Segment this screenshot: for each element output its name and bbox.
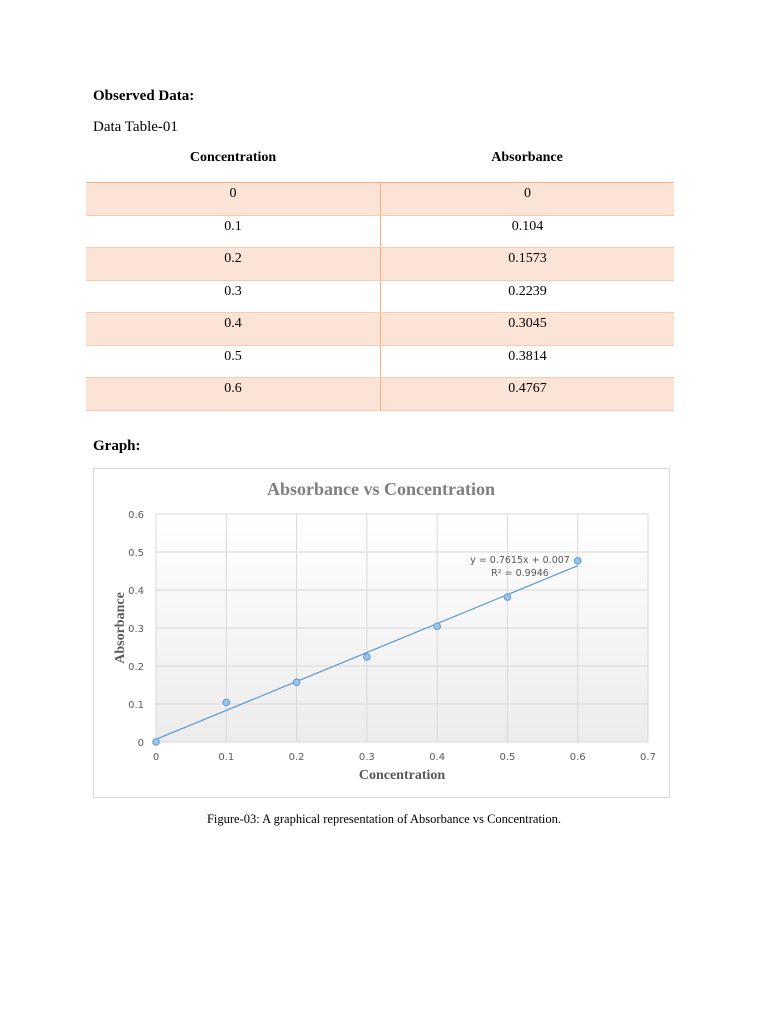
x-tick-label: 0: [152, 752, 160, 763]
data-point: [223, 699, 230, 706]
table-row: [86, 216, 674, 249]
concentration-cell: 0.3: [86, 281, 381, 313]
concentration-cell: 0.2: [86, 248, 381, 280]
figure-caption: Figure-03: A graphical representation of Absorbance vs Concentration.: [206, 812, 562, 826]
chart-title: Absorbance vs Concentration: [267, 479, 495, 499]
data-point: [434, 623, 441, 630]
table-row: [86, 248, 674, 281]
x-tick-label: 0.1: [218, 752, 235, 763]
y-tick-label: 0.1: [128, 700, 144, 711]
data-point: [364, 654, 371, 661]
trendline-r-squared: R² = 0.9946: [491, 568, 549, 579]
concentration-cell: 0.5: [86, 346, 381, 378]
observed-data-heading: Observed Data:: [93, 88, 195, 104]
table-row: [86, 281, 674, 314]
absorbance-cell: 0: [524, 186, 531, 201]
data-point: [504, 594, 511, 601]
table-row: [86, 346, 674, 379]
absorbance-cell: 0.2239: [508, 283, 547, 299]
concentration-cell: 0.6: [86, 378, 381, 410]
x-tick-label: 0.7: [640, 752, 656, 763]
absorbance-cell: 0.3814: [508, 348, 547, 364]
y-tick-label: 0.3: [128, 624, 144, 635]
y-tick-label: 0.5: [128, 548, 144, 559]
chart-container: [93, 468, 670, 798]
table-caption: Data Table-01: [93, 119, 178, 135]
y-tick-label: 0.6: [128, 510, 144, 521]
concentration-cell: 0.4: [86, 313, 381, 345]
x-tick-label: 0.5: [499, 752, 516, 763]
graph-heading: Graph:: [93, 438, 141, 454]
table-row: [86, 378, 674, 411]
x-tick-label: 0.3: [358, 752, 375, 763]
x-tick-label: 0.4: [429, 752, 446, 763]
x-axis-label: Concentration: [358, 768, 446, 783]
column-header-concentration: Concentration: [189, 150, 277, 165]
absorbance-cell: 0.104: [511, 218, 544, 234]
concentration-cell: 0.1: [86, 216, 381, 248]
y-tick-label: 0.2: [128, 662, 144, 673]
trendline-equation: y = 0.7615x + 0.007: [470, 555, 570, 566]
table-row: [86, 313, 674, 346]
absorbance-cell: 0.1573: [508, 251, 547, 266]
absorbance-chart: [94, 469, 669, 797]
x-tick-label: 0.2: [288, 752, 305, 763]
concentration-cell: 0: [86, 183, 381, 215]
absorbance-cell: 0.3045: [508, 316, 547, 331]
column-header-absorbance: Absorbance: [491, 150, 563, 165]
x-tick-label: 0.6: [569, 752, 586, 763]
table-row: [86, 183, 674, 216]
data-point: [574, 558, 581, 565]
y-tick-label: 0: [137, 738, 144, 749]
y-tick-label: 0.4: [128, 586, 144, 597]
table-header: [86, 150, 674, 170]
absorbance-cell: 0.4767: [508, 381, 547, 396]
data-table: [86, 182, 674, 411]
data-point: [153, 739, 160, 746]
y-axis-label: Absorbance: [113, 592, 128, 664]
data-point: [293, 679, 300, 686]
